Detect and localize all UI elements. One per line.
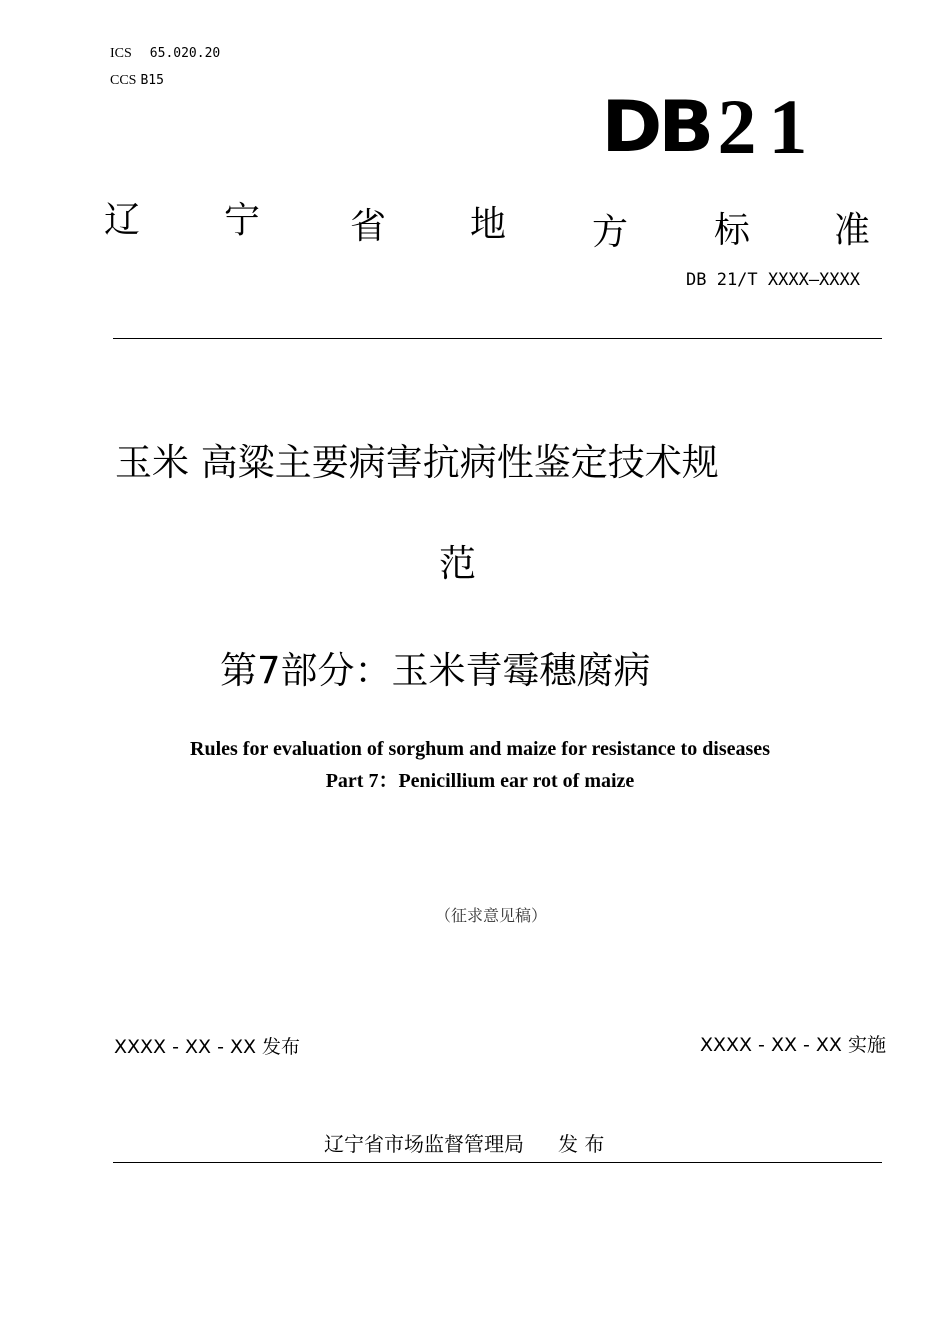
issuer-action: 发 布 — [558, 1132, 605, 1156]
ics-line — [110, 46, 220, 62]
issuer-name: 辽宁省市场监督管理局 — [324, 1132, 524, 1156]
logo-letters: DB — [601, 86, 711, 168]
standard-number: DB 21/T XXXX—XXXX — [686, 270, 860, 290]
issuer — [324, 1128, 604, 1157]
logo-number: 21 — [717, 83, 820, 170]
title-en — [0, 733, 950, 797]
title-en-line2: Part 7：Penicillium ear rot of maize — [325, 770, 635, 792]
title-en-line1: Rules for evaluation of sorghum and maize for resistance to diseases — [190, 738, 770, 760]
standard-type-char: 方 — [592, 212, 629, 253]
implement-date: XXXX - XX - XX 实施 — [699, 1034, 886, 1056]
standard-type-char: 宁 — [224, 200, 261, 241]
ccs-label: CCS — [110, 73, 137, 88]
standard-type-char: 准 — [834, 210, 871, 251]
standard-type-char: 标 — [714, 210, 751, 251]
draft-note: （征求意见稿） — [434, 906, 547, 925]
title-cn-line1: 玉米 高粱主要病害抗病性鉴定技术规 — [115, 441, 719, 484]
title-part: 第7部分：玉米青霉穗腐病 — [220, 649, 651, 692]
ccs-line — [110, 73, 164, 89]
title-cn-line2: 范 — [439, 542, 476, 585]
bottom-divider — [113, 1162, 882, 1163]
top-divider — [113, 338, 882, 339]
standard-type-char: 省 — [350, 206, 387, 247]
ics-label: ICS — [110, 46, 132, 61]
standard-type-char: 辽 — [104, 200, 141, 241]
standard-type — [104, 192, 884, 253]
ccs-code: B15 — [140, 73, 164, 88]
db21-logo — [601, 83, 820, 170]
standard-type-char: 地 — [470, 204, 507, 245]
issue-date: XXXX - XX - XX 发布 — [114, 1036, 301, 1058]
ics-code: 65.020.20 — [149, 46, 221, 61]
